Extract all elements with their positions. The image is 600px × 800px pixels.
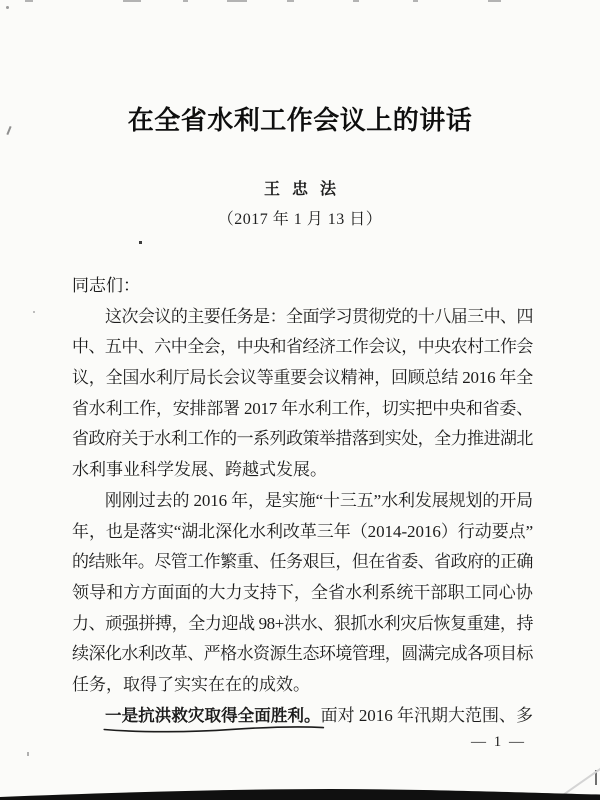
text-segment: 省水利工作，安排部署 2017 年水利工作，切实把中央和省委、: [72, 398, 533, 418]
text-segment: 的结账年。尽管工作繁重、任务艰巨，但在省委、省政府的正确: [72, 552, 533, 572]
document-title: 在全省水利工作会议上的讲话: [127, 105, 473, 135]
document-line: [72, 302, 533, 333]
scan-artifact: [27, 752, 29, 756]
document-line: [72, 486, 533, 517]
text-segment: 省政府关于水利工作的一系列政策举措落到实处，全力推进湖北: [72, 429, 533, 449]
document-line: [72, 578, 533, 609]
scan-artifact: [287, 0, 294, 2]
document-line: [72, 363, 533, 394]
document-line: [72, 394, 533, 425]
scan-artifact: [6, 6, 9, 9]
salutation: 同志们：: [72, 276, 140, 295]
text-segment: 中、五中、六中全会，中央和省经济工作会议，中央农村工作会: [72, 337, 533, 357]
document-line: [72, 517, 533, 548]
text-segment: 年，也是落实“湖北深化水利改革三年（2014-2016）行动要点”: [72, 521, 534, 541]
document-line: [72, 332, 533, 363]
hand-drawn-underline: [102, 723, 326, 733]
scan-shadow-bar: [0, 786, 600, 800]
speech-date: （2017 年 1 月 13 日）: [217, 211, 383, 228]
scan-artifact: [413, 0, 418, 2]
text-segment: 刚刚过去的 2016 年，是实施“十三五”水利发展规划的开局: [105, 490, 533, 510]
scan-artifact: [33, 311, 35, 313]
stray-pen-mark: [139, 241, 142, 244]
text-segment: 领导和方方面面的大力支持下，全省水利系统干部职工同心协: [72, 582, 533, 602]
document-line: [72, 547, 533, 578]
document-line: [72, 455, 533, 486]
scan-artifact: [353, 0, 359, 2]
document-line: [72, 701, 533, 732]
author-name: 王 忠 法: [263, 181, 340, 198]
text-segment: 议，全国水利厅局长会议等重要会议精神，回顾总结 2016 年全: [72, 368, 533, 388]
text-segment: 面对 2016 年汛期大范围、多: [320, 705, 533, 725]
document-line: [72, 424, 533, 455]
document-line: [72, 609, 533, 640]
scan-artifact: [227, 0, 247, 2]
scan-artifact: [183, 0, 188, 2]
emphasized-phrase: 一是抗洪救灾取得全面胜利。: [105, 701, 321, 732]
scan-artifact: [488, 0, 501, 2]
document-line: [72, 639, 533, 670]
scan-artifact: [123, 0, 141, 2]
text-segment: 力、顽强拼搏，全力迎战 98+洪水、狠抓水利灾后恢复重建，持: [72, 613, 534, 633]
page-number: — 1 —: [471, 734, 526, 750]
text-segment: 这次会议的主要任务是：全面学习贯彻党的十八届三中、四: [105, 306, 533, 326]
text-segment: 任务，取得了实实在在的成效。: [72, 674, 310, 694]
scan-artifact: [25, 0, 33, 2]
document-line: [72, 670, 533, 701]
document-body: [72, 271, 533, 731]
text-segment: 续深化水利改革、严格水资源生态环境管理，圆满完成各项目标: [72, 644, 533, 664]
text-segment: 水利事业科学发展、跨越式发展。: [72, 460, 327, 480]
